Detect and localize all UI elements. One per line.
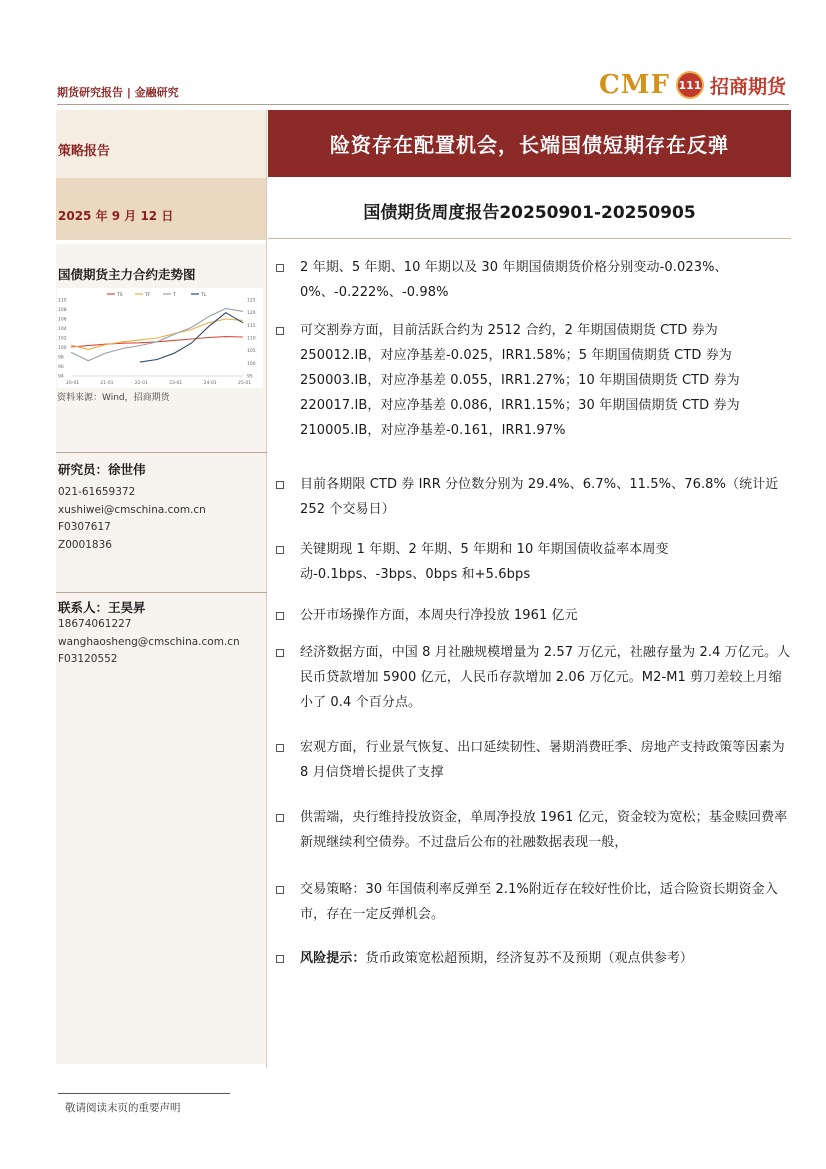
chart-source: 资料来源：Wind，招商期货 bbox=[57, 393, 170, 403]
y-left-tick: 100 bbox=[58, 346, 67, 351]
y-left-tick: 94 bbox=[58, 374, 64, 380]
y-right-tick: 110 bbox=[247, 336, 256, 342]
column-divider bbox=[266, 110, 267, 1068]
bullet-risk bbox=[273, 946, 793, 971]
x-tick: 20-01 bbox=[66, 381, 80, 386]
y-right-tick: 100 bbox=[247, 361, 256, 367]
bullet-text: 可交割券方面，目前活跃合约为 2512 合约，2 年期国债期货 CTD 券为 250012.IB，对应净基差-0.025，IRR1.58%；5 年期国债期货 CTD 券为 250003.IB，对应净基差 0.055，IRR1.27%；10 年期国债期货 CTD 券为 220017.IB，对应净基差 0.086，IRR1.15%；30 年期国债期货 CTD 券为 210005.IB，对应净基差-0.161，IRR1.97% bbox=[300, 323, 740, 438]
contact-name: 联系人：王昊昇 bbox=[58, 600, 146, 615]
bullet-square-icon bbox=[276, 327, 284, 335]
bullet-text: 交易策略：30 年国债利率反弹至 2.1%附近存在较好性价比，适合险资长期资金入市，存在一定反弹机会。 bbox=[300, 882, 778, 922]
bullet-text: 宏观方面，行业景气恢复、出口延续韧性、暑期消费旺季、房地产支持政策等因素为 8 月信贷增长提供了支撑 bbox=[300, 740, 785, 780]
bullet-square-icon bbox=[276, 744, 284, 752]
x-tick: 24-01 bbox=[203, 381, 217, 386]
report-type-label: 策略报告 bbox=[58, 144, 111, 159]
x-tick: 23-01 bbox=[169, 381, 183, 386]
series-line-t bbox=[71, 309, 243, 361]
footer-divider bbox=[58, 1093, 230, 1094]
bullet-square-icon bbox=[276, 955, 284, 963]
bullet-text: 公开市场操作方面，本周央行净投放 1961 亿元 bbox=[300, 608, 578, 623]
contact-phone: 18674061227 bbox=[58, 618, 132, 630]
x-tick: 21-01 bbox=[100, 381, 114, 386]
y-right-tick: 95 bbox=[247, 374, 253, 380]
legend-label: T bbox=[173, 293, 176, 298]
bullet-price-change bbox=[273, 255, 793, 305]
x-tick: 22-01 bbox=[134, 381, 148, 386]
bullet-irr bbox=[273, 472, 793, 522]
bullet-economy bbox=[273, 640, 793, 715]
bullet-square-icon bbox=[276, 264, 284, 272]
y-left-tick: 102 bbox=[58, 336, 67, 342]
legend-label: TF bbox=[145, 293, 151, 298]
bullet-square-icon bbox=[276, 886, 284, 894]
logo-company-name: 招商期货 bbox=[709, 75, 786, 98]
y-left-tick: 110 bbox=[58, 298, 67, 304]
futures-trend-chart bbox=[57, 288, 263, 388]
bullet-macro bbox=[273, 735, 793, 785]
y-right-tick: 125 bbox=[247, 298, 256, 304]
y-right-tick: 115 bbox=[247, 323, 256, 329]
contact-email[interactable]: wanghaosheng@cmschina.com.cn bbox=[58, 635, 240, 648]
analyst-name: 研究员：徐世伟 bbox=[58, 462, 146, 477]
bullet-yield bbox=[273, 537, 793, 587]
y-left-tick: 96 bbox=[58, 365, 64, 370]
company-logo bbox=[599, 68, 786, 102]
analyst-email[interactable]: xushiwei@cmschina.com.cn bbox=[58, 503, 206, 516]
logo-cmf-text: CMF bbox=[599, 70, 670, 100]
contact-cert: F03120552 bbox=[58, 653, 118, 665]
bullet-supply-demand bbox=[273, 805, 793, 855]
bullet-square-icon bbox=[276, 649, 284, 657]
legend-label: TL bbox=[201, 293, 207, 298]
report-title: 险资存在配置机会，长端国债短期存在反弹 bbox=[268, 110, 791, 177]
bullet-text bbox=[300, 946, 793, 971]
contact-info bbox=[58, 616, 240, 669]
analyst-cert-1: F0307617 bbox=[58, 521, 111, 533]
bullet-strategy bbox=[273, 877, 793, 927]
bullet-text: 经济数据方面，中国 8 月社融规模增量为 2.57 万亿元，社融存量为 2.4 万亿元。人民币贷款增加 5900 亿元，人民币存款增加 2.06 万亿元。M2-M1 剪刀差较上月缩小了 0.4 个百分点。 bbox=[300, 645, 791, 710]
bullet-text: 供需端，央行维持投放资金，单周净投放 1961 亿元，资金较为宽松；基金赎回费率新规继续利空债券。不过盘后公布的社融数据表现一般， bbox=[300, 810, 788, 850]
y-left-tick: 104 bbox=[58, 327, 67, 332]
header-divider bbox=[57, 104, 789, 105]
risk-label: 风险提示： bbox=[300, 951, 366, 966]
bullet-text: 目前各期限 CTD 券 IRR 分位数分别为 29.4%、6.7%、11.5%、76.8%（统计近 252 个交易日） bbox=[300, 477, 779, 517]
report-category: 期货研究报告 | 金融研究 bbox=[57, 86, 179, 99]
report-subtitle: 国债期货周度报告20250901-20250905 bbox=[363, 203, 696, 223]
y-left-tick: 98 bbox=[58, 355, 64, 361]
chart-lines bbox=[71, 309, 243, 363]
bullet-square-icon bbox=[276, 814, 284, 822]
bullet-square-icon bbox=[276, 546, 284, 554]
bullet-square-icon bbox=[276, 612, 284, 620]
legend-label: TS bbox=[117, 293, 123, 298]
chart-legend bbox=[107, 292, 207, 298]
series-line-tl bbox=[140, 313, 243, 362]
y-right-tick: 105 bbox=[247, 349, 256, 355]
y-left-tick: 106 bbox=[58, 317, 67, 323]
analyst-cert-2: Z0001836 bbox=[58, 538, 112, 551]
subtitle-divider bbox=[268, 238, 791, 239]
analyst-divider bbox=[56, 452, 267, 453]
footer-disclaimer: 敬请阅读末页的重要声明 bbox=[65, 1102, 181, 1114]
chart-title: 国债期货主力合约走势图 bbox=[58, 267, 196, 282]
analyst-contact bbox=[58, 484, 206, 554]
logo-mark-icon: 111 bbox=[676, 71, 704, 99]
bullet-text: 2 年期、5 年期、10 年期以及 30 年期国债期货价格分别变动-0.023%、0%、-0.222%、-0.98% bbox=[300, 260, 728, 300]
analyst-phone: 021-61659372 bbox=[58, 486, 136, 498]
risk-text: 货币政策宽松超预期，经济复苏不及预期（观点供参考） bbox=[365, 951, 694, 966]
bullet-ctd bbox=[273, 318, 793, 443]
contact-divider bbox=[56, 592, 267, 593]
report-date: 2025 年 9 月 12 日 bbox=[58, 209, 174, 223]
y-left-tick: 108 bbox=[58, 308, 67, 313]
bullet-text: 关键期现 1 年期、2 年期、5 年期和 10 年期国债收益率本周变动-0.1bps、-3bps、0bps 和+5.6bps bbox=[300, 542, 669, 582]
y-right-tick: 120 bbox=[247, 311, 256, 317]
bullet-omo bbox=[273, 603, 793, 628]
x-tick: 25-01 bbox=[238, 381, 252, 386]
bullet-square-icon bbox=[276, 481, 284, 489]
